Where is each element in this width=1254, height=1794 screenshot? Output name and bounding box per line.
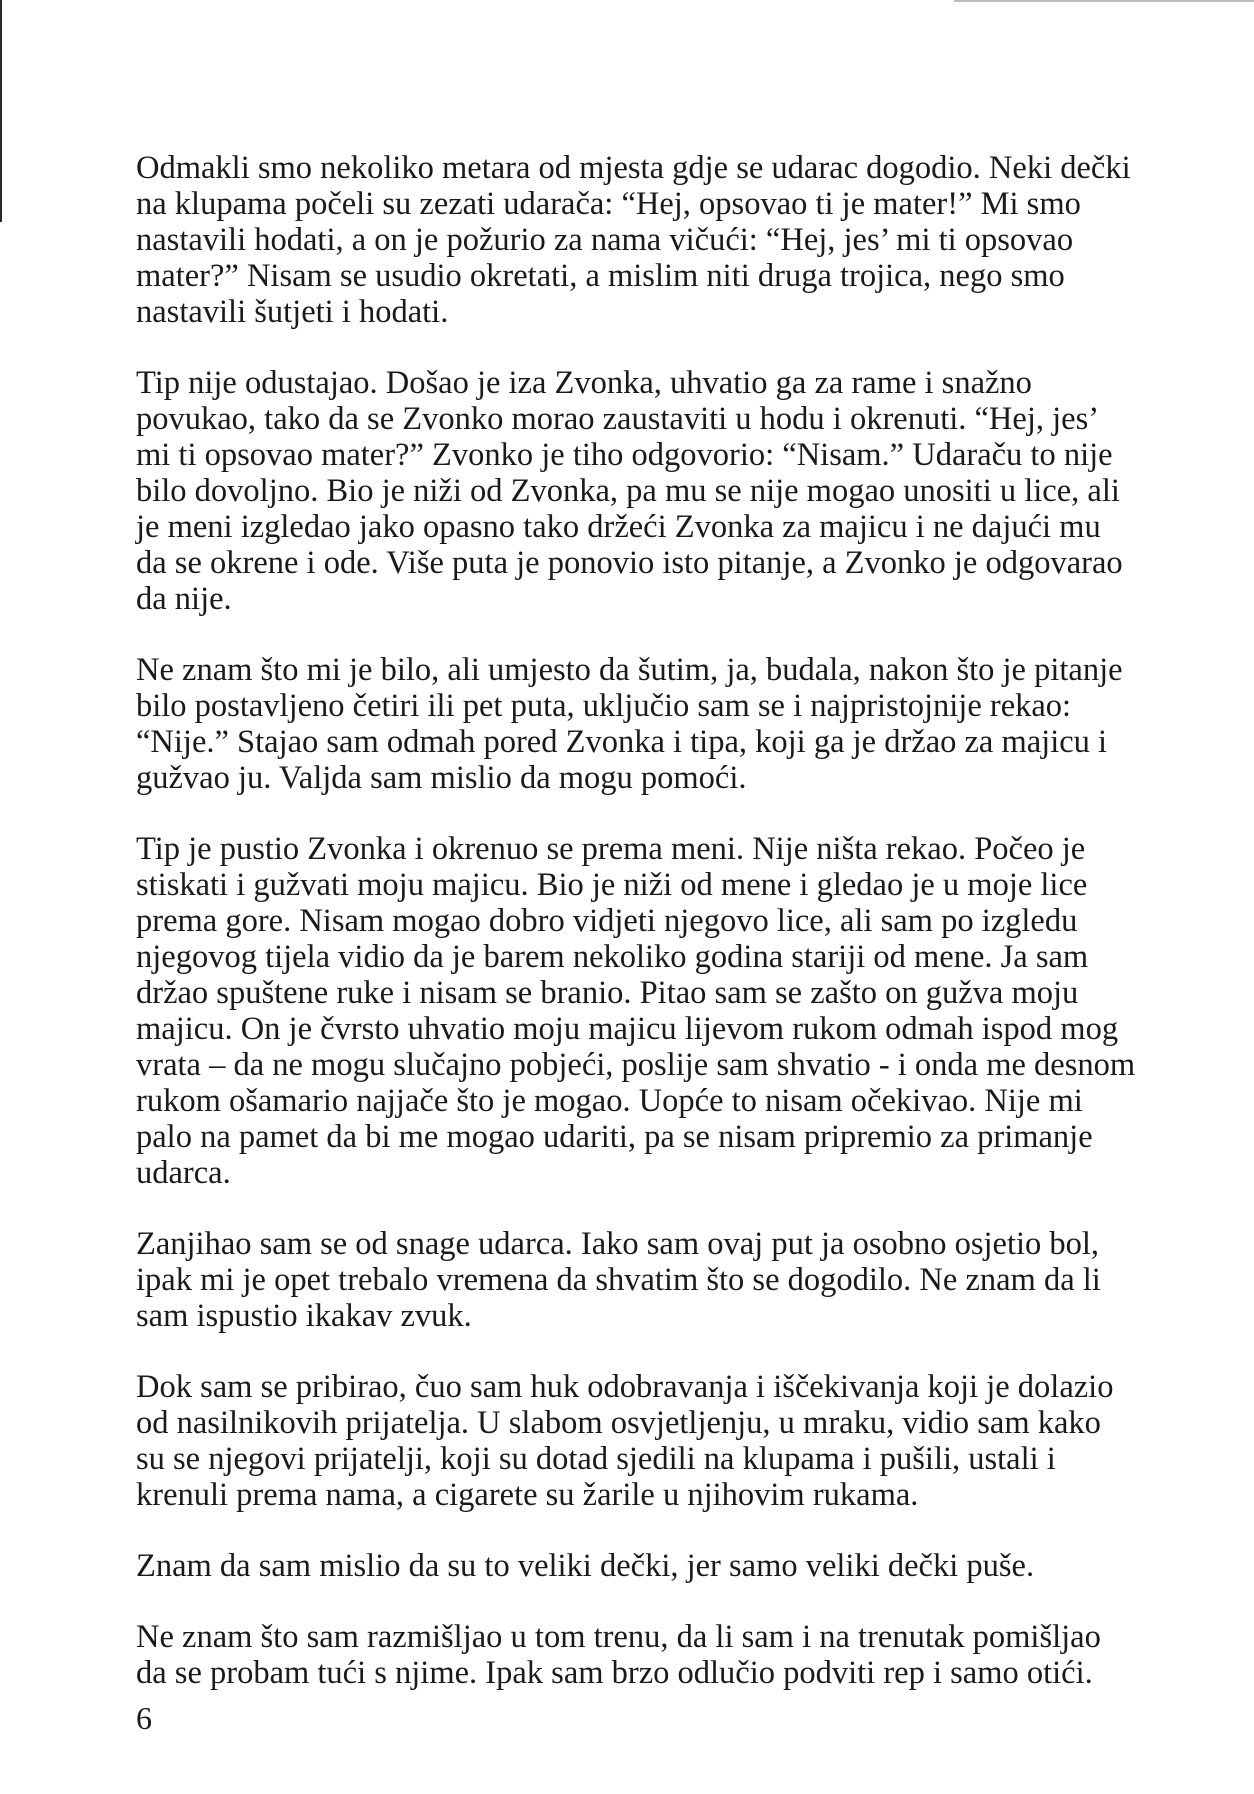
page-number: 6 (136, 1700, 152, 1736)
paragraph: Znam da sam mislio da su to veliki dečki, jer samo veliki dečki puše. (136, 1548, 1035, 1584)
page-body (136, 150, 1136, 1726)
paragraph: Ne znam što sam razmišljao u tom trenu, da li sam i na trenutak pomišljao da se probam tući s njime. Ipak sam brzo odlučio podviti rep i samo otići. (136, 1619, 1101, 1691)
paragraph: Tip je pustio Zvonka i okrenuo se prema meni. Nije ništa rekao. Počeo je stiskati i gužvati moju majicu. Bio je niži od mene i gledao je u moje lice prema gore. Nisam mogao dobro vidjeti njegovo lice, ali sam po izgledu njegovog tijela vidio da je barem nekoliko godina stariji od mene. Ja sam držao spuštene ruke i nisam se branio. Pitao sam se zašto on gužva moju majicu. On je čvrsto uhvatio moju majicu lijevom rukom odmah ispod mog vrata – da ne mogu slučajno pobjeći, poslije sam shvatio - i onda me desnom rukom ošamario najjače što je mogao. Uopće to nisam očekivao. Nije mi palo na pamet da bi me mogao udariti, pa se nisam pripremio za primanje udarca. (136, 831, 1136, 1191)
scan-edge-top (954, 0, 1254, 2)
paragraph: Dok sam se pribirao, čuo sam huk odobravanja i iščekivanja koji je dolazio od nasilnikovih prijatelja. U slabom osvjetljenju, u mraku, vidio sam kako su se njegovi prijatelji, koji su dotad sjedili na klupama i pušili, ustali i krenuli prema nama, a cigarete su žarile u njihovim rukama. (136, 1369, 1114, 1513)
paragraph: Zanjihao sam se od snage udarca. Iako sam ovaj put ja osobno osjetio bol, ipak mi je opet trebalo vremena da shvatim što se dogodilo. Ne znam da li sam ispustio ikakav zvuk. (136, 1226, 1101, 1334)
paragraph: Odmakli smo nekoliko metara od mjesta gdje se udarac dogodio. Neki dečki na klupama počeli su zezati udarača: “Hej, opsovao ti je mater!” Mi smo nastavili hodati, a on je požurio za nama vičući: “Hej, jes’ mi ti opsovao mater?” Nisam se usudio okretati, a mislim niti druga trojica, nego smo nastavili šutjeti i hodati. (136, 150, 1131, 330)
paragraph: Ne znam što mi je bilo, ali umjesto da šutim, ja, budala, nakon što je pitanje bilo postavljeno četiri ili pet puta, uključio sam se i najpristojnije rekao: “Nije.” Stajao sam odmah pored Zvonka i tipa, koji ga je držao za majicu i gužvao ju. Valjda sam mislio da mogu pomoći. (136, 652, 1123, 796)
scan-edge-left (0, 0, 2, 222)
paragraph: Tip nije odustajao. Došao je iza Zvonka, uhvatio ga za rame i snažno povukao, tako da se Zvonko morao zaustaviti u hodu i okrenuti. “Hej, jes’ mi ti opsovao mater?” Zvonko je tiho odgovorio: “Nisam.” Udaraču to nije bilo dovoljno. Bio je niži od Zvonka, pa mu se nije mogao unositi u lice, ali je meni izgledao jako opasno tako držeći Zvonka za majicu i ne dajući mu da se okrene i ode. Više puta je ponovio isto pitanje, a Zvonko je odgovarao da nije. (136, 365, 1123, 617)
